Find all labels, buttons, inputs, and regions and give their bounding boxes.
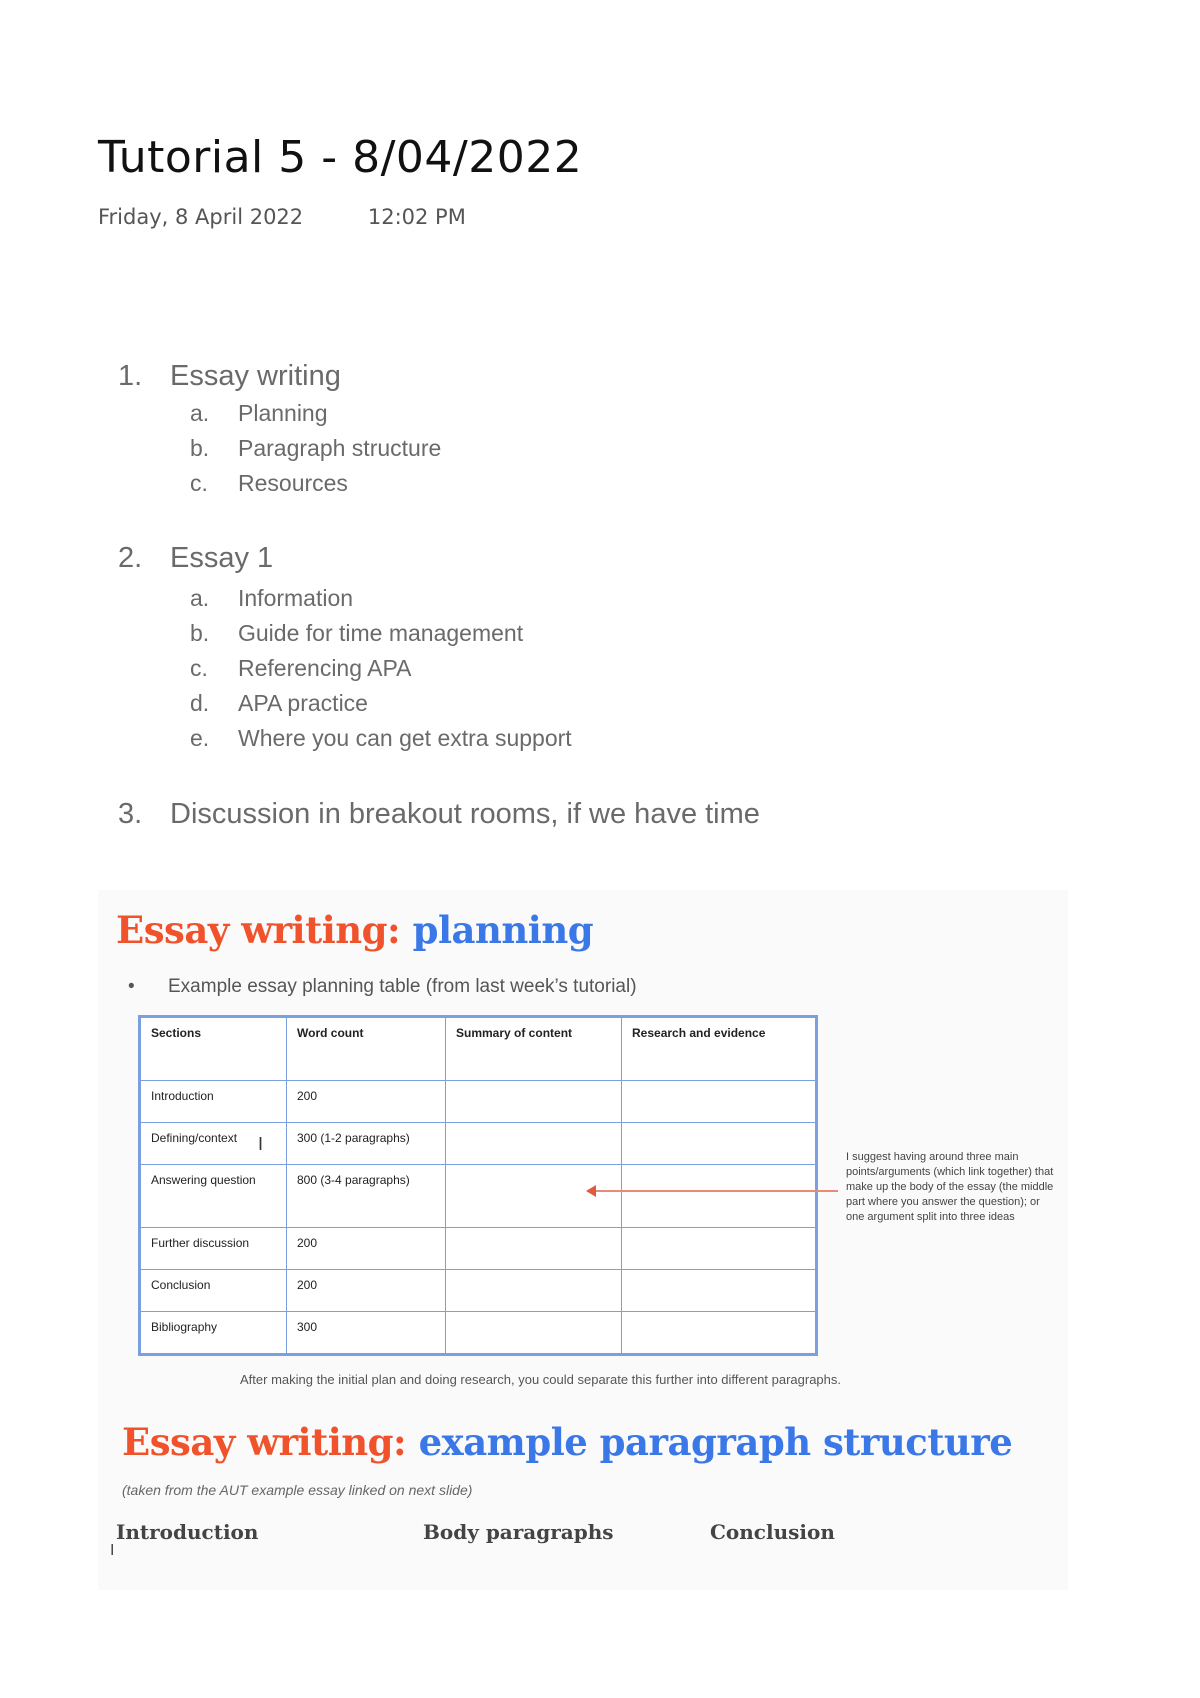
table-row [140,1312,817,1355]
outline-sub-label: Referencing APA [238,655,412,681]
outline-item-3 [118,798,760,831]
table-cell: 300 [287,1312,446,1355]
outline-sub-label: Paragraph structure [238,435,442,461]
heading-blue-part: planning [412,908,594,952]
outline-subitem [190,585,353,612]
column-heading-body: Body paragraphs [423,1520,614,1544]
page-date: Friday, 8 April 2022 [98,205,304,229]
table-header-row [140,1017,817,1081]
table-cell: 300 (1-2 paragraphs) [287,1123,446,1165]
outline-label: Essay writing [170,360,341,392]
outline-item-2 [118,542,273,575]
outline-sub-label: Guide for time management [238,620,524,646]
outline-subitem [190,690,368,717]
text-cursor-icon: I [258,1134,264,1154]
outline-number: 1. [118,360,143,392]
table-cell: Answering question [140,1165,287,1228]
outline-subitem [190,435,441,462]
table-cell: 200 [287,1270,446,1312]
table-cell: Introduction [140,1081,287,1123]
outline-letter: d. [190,690,210,716]
table-cell [446,1228,622,1270]
column-heading-conclusion: Conclusion [710,1520,835,1544]
slide-heading-planning [116,908,593,952]
table-cell: Conclusion [140,1270,287,1312]
table-row [140,1165,817,1228]
table-cell [622,1165,817,1228]
page-date-time [98,205,466,229]
outline-subitem [190,725,572,752]
pasted-slide-image[interactable] [98,890,1068,1590]
outline-item-1 [118,360,341,393]
outline-sub-label: Resources [238,470,348,496]
outline-label: Discussion in breakout rooms, if we have time [170,798,760,830]
table-cell [446,1312,622,1355]
table-row [140,1228,817,1270]
bullet-text: Example essay planning table (from last week’s tutorial) [168,976,637,997]
table-cell: 800 (3-4 paragraphs) [287,1165,446,1228]
table-header: Research and evidence [622,1017,817,1081]
planning-table [138,1015,818,1356]
outline-number: 3. [118,798,143,830]
table-cell [446,1270,622,1312]
outline-sub-label: Information [238,585,354,611]
table-cell: Further discussion [140,1228,287,1270]
page-time: 12:02 PM [367,205,466,229]
table-row [140,1270,817,1312]
heading-orange-part: Essay writing: [116,908,401,952]
table-cell [446,1081,622,1123]
outline-number: 2. [118,542,143,574]
heading-blue-part: example paragraph structure [418,1420,1013,1464]
slide-bullet [128,976,637,998]
outline-letter: b. [190,435,210,461]
slide-heading-paragraph-structure [122,1420,1012,1464]
bullet-dot-icon: • [128,976,135,997]
table-header: Summary of content [446,1017,622,1081]
page-title[interactable]: Tutorial 5 - 8/04/2022 [98,132,583,183]
table-cell [446,1123,622,1165]
table-cell [622,1312,817,1355]
table-header: Sections [140,1017,287,1081]
table-cell [622,1270,817,1312]
table-cell [622,1123,817,1165]
outline-sub-label: Where you can get extra support [238,725,572,751]
outline-letter: e. [190,725,210,751]
table-row [140,1123,817,1165]
table-cell [622,1228,817,1270]
outline-subitem [190,655,411,682]
outline-letter: a. [190,400,210,426]
outline-sub-label: APA practice [238,690,368,716]
outline-letter: b. [190,620,210,646]
outline-letter: c. [190,655,208,681]
arrow-line [593,1190,838,1192]
table-cell: Defining/context [140,1123,287,1165]
table-cell [622,1081,817,1123]
side-note: I suggest having around three main points/arguments (which link together) that make up the body of the essay (the middle part where you answer the question); or one argument split into three ideas [846,1151,1054,1223]
table-cell: 200 [287,1228,446,1270]
outline-letter: c. [190,470,208,496]
source-note: (taken from the AUT example essay linked on next slide) [122,1482,473,1498]
table-cell: Bibliography [140,1312,287,1355]
text-cursor-icon: I [110,1542,115,1559]
outline-sub-label: Planning [238,400,328,426]
table-caption: After making the initial plan and doing research, you could separate this further into different paragraphs. [240,1372,842,1387]
table-cell: 200 [287,1081,446,1123]
table-row [140,1081,817,1123]
outline-subitem [190,470,348,497]
column-heading-introduction: Introduction [116,1520,259,1544]
outline-letter: a. [190,585,210,611]
outline-subitem [190,620,523,647]
outline-label: Essay 1 [170,542,274,574]
table-header: Word count [287,1017,446,1081]
heading-orange-part: Essay writing: [122,1420,407,1464]
arrow-head-icon [586,1185,596,1197]
outline-subitem [190,400,328,427]
